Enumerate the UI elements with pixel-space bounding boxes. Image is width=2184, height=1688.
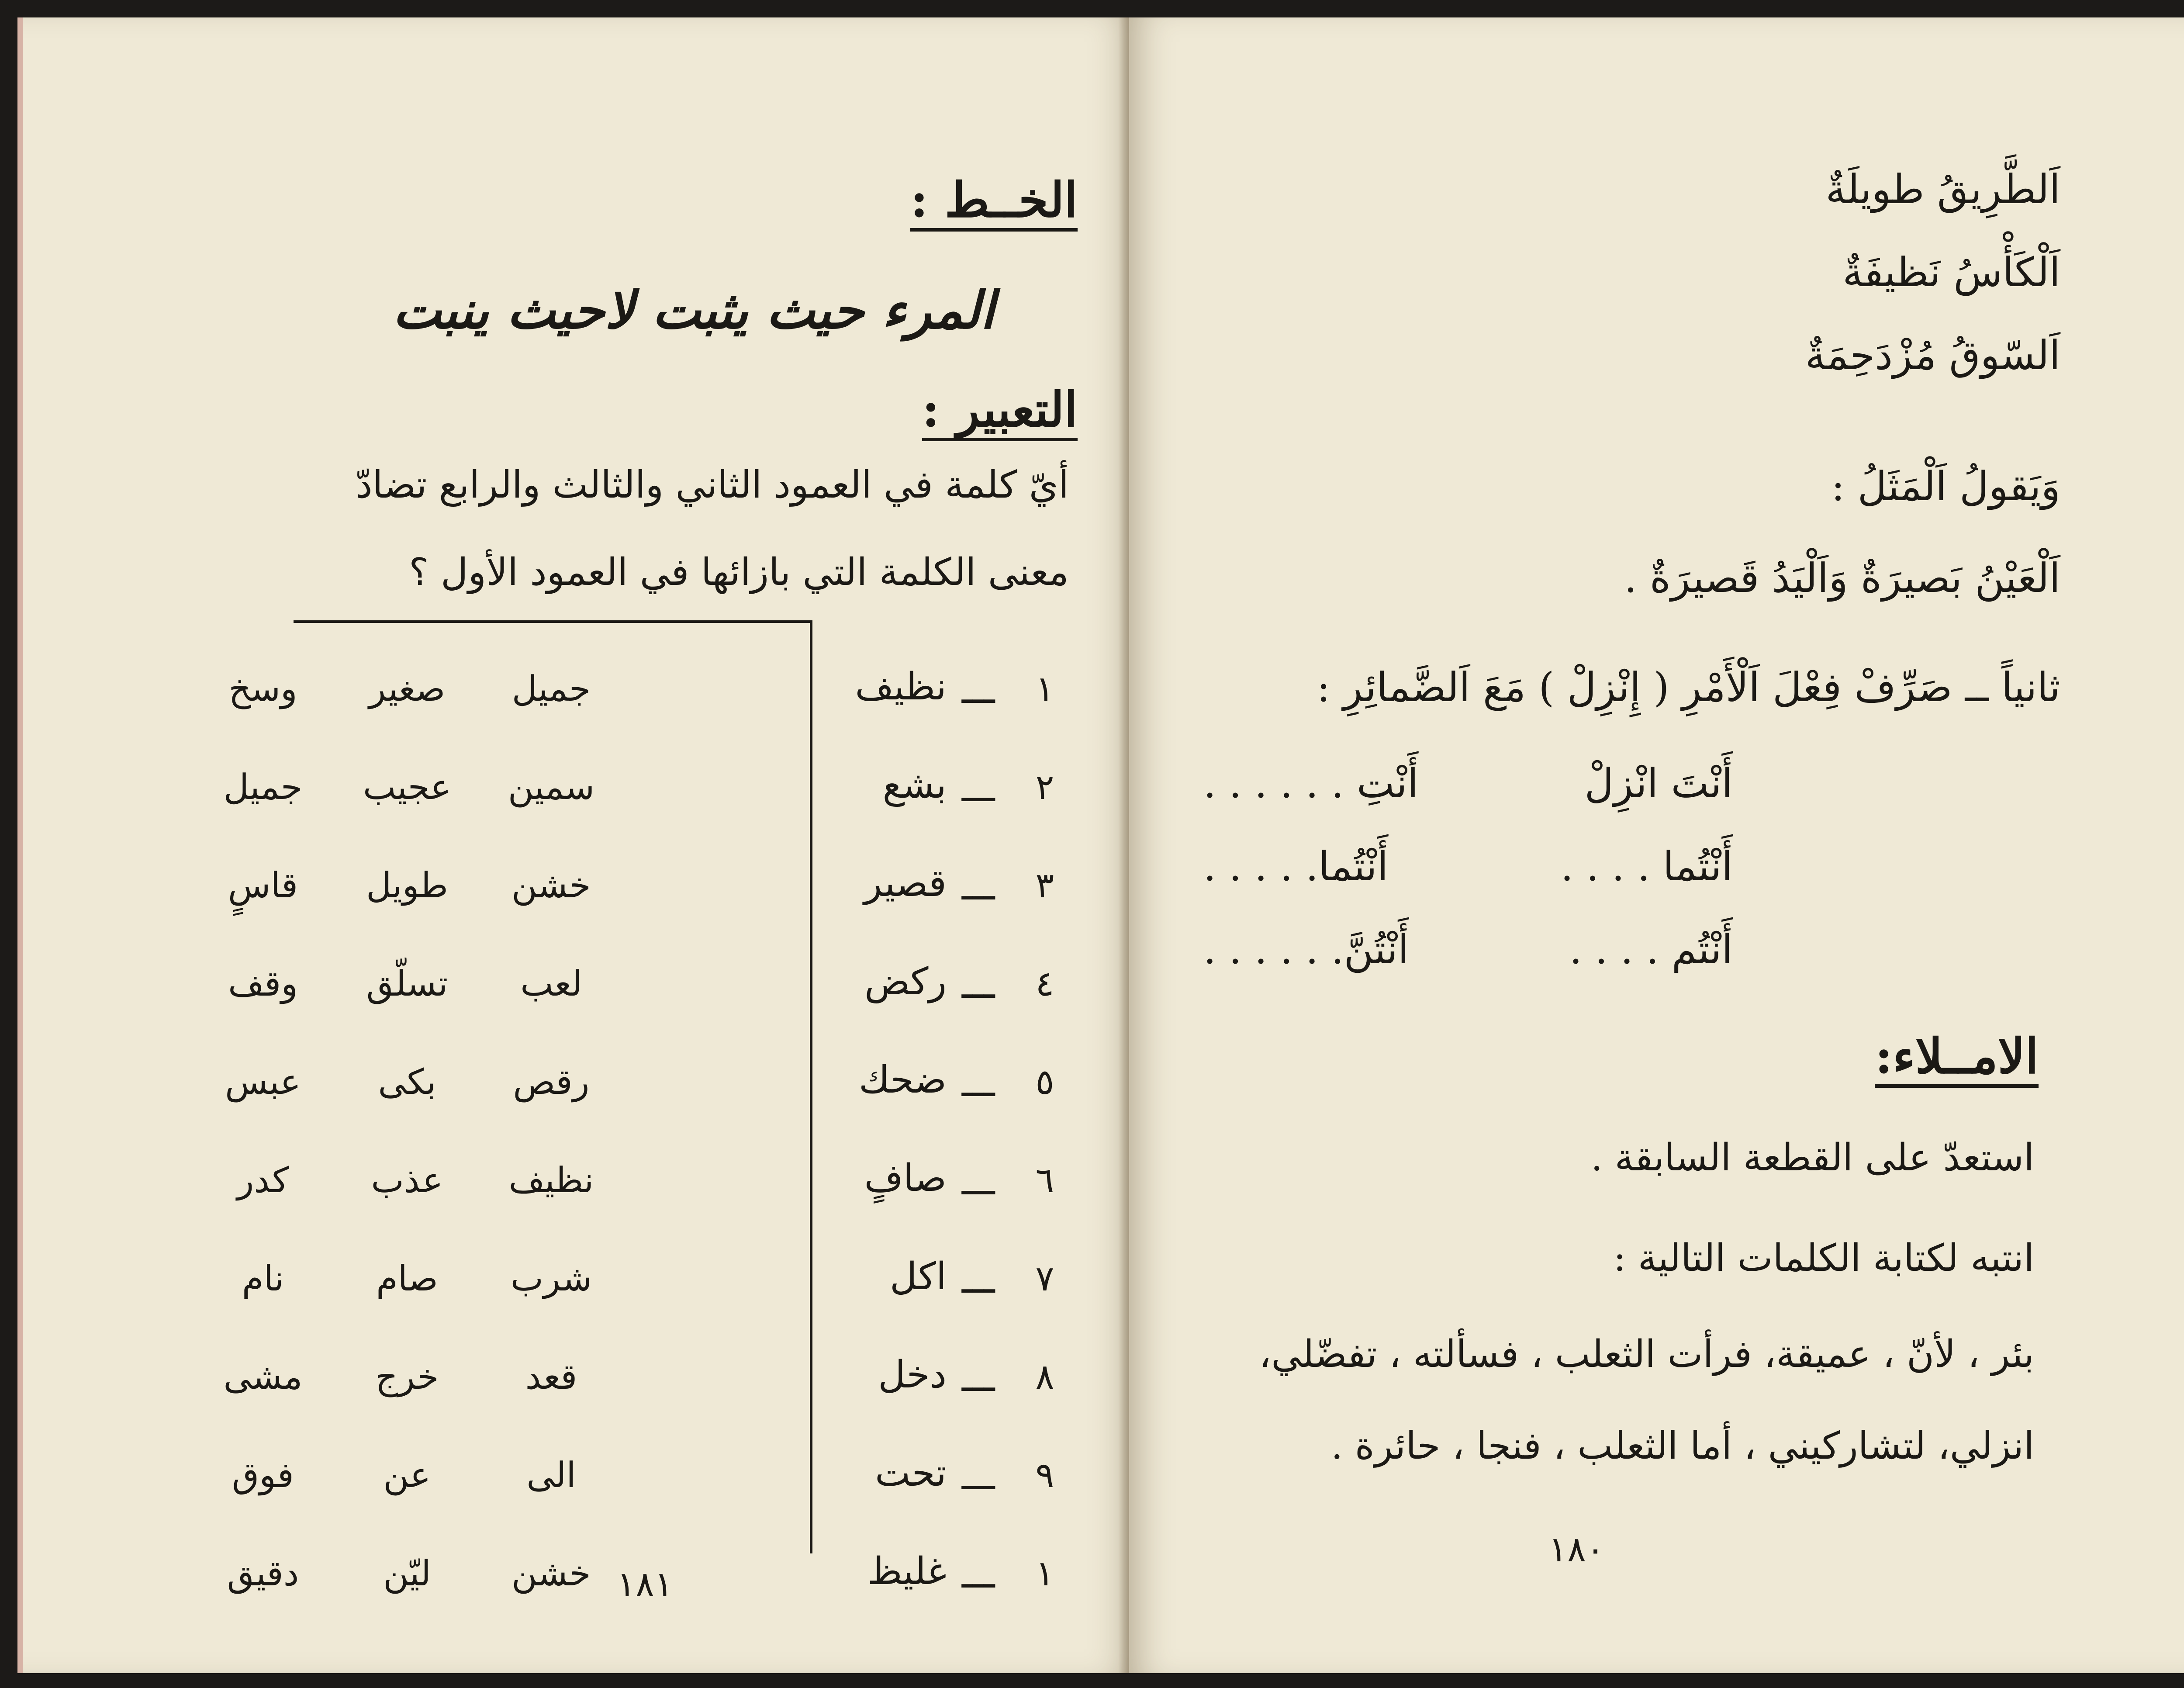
row-option-1: نظيف xyxy=(508,1160,594,1200)
row-option-3: مشى xyxy=(223,1356,303,1397)
row-option-2: ليّن xyxy=(383,1553,431,1594)
row-option-2: عن xyxy=(383,1455,431,1495)
row-option-2: عذب xyxy=(371,1160,443,1200)
row-option-2: عجيب xyxy=(363,767,452,807)
conj-row-3-right: أَنْتُم . . . . xyxy=(1569,926,1733,973)
row-dash: ـــ xyxy=(962,767,995,810)
row-number: ١ xyxy=(1035,668,1054,709)
row-dash: ـــ xyxy=(962,1258,995,1302)
row-dash: ـــ xyxy=(962,1160,995,1204)
conj-row-2-left: أَنْتُما. . . . . xyxy=(1203,843,1389,890)
page-number-left: ١٨١ xyxy=(617,1564,673,1605)
row-option-3: وسخ xyxy=(228,668,297,709)
dictation-heading: الامــلاء: xyxy=(1875,1031,2039,1088)
page-number-right: ١٨٠ xyxy=(1548,1529,1605,1570)
row-number: ٣ xyxy=(1035,865,1054,906)
row-dash: ـــ xyxy=(962,1356,995,1400)
row-option-3: وقف xyxy=(228,963,298,1004)
row-number: ٤ xyxy=(1035,963,1054,1004)
question-line-1: أيّ كلمة في العمود الثاني والثالث والرابع تضادّ xyxy=(356,463,1069,507)
left-page xyxy=(17,17,1134,1673)
row-option-1: خشن xyxy=(511,865,591,906)
row-option-3: نام xyxy=(242,1258,284,1299)
row-option-2: خرج xyxy=(375,1356,439,1397)
proverb-text: اَلْعَيْنُ بَصيرَةٌ وَاَلْيَدُ قَصيرَةٌ . xyxy=(1624,555,2060,602)
row-number: ٨ xyxy=(1035,1356,1054,1397)
row-number: ١ xyxy=(1035,1553,1054,1594)
proverb: المرء حيث يثبت لاحيث ينبت xyxy=(393,280,995,340)
row-option-1: قعد xyxy=(525,1356,577,1397)
row-word: غليظ xyxy=(867,1550,947,1593)
row-word: نظيف xyxy=(855,665,947,709)
row-option-1: رقص xyxy=(513,1062,590,1102)
row-option-2: صام xyxy=(376,1258,438,1299)
row-number: ٢ xyxy=(1035,767,1054,807)
row-option-3: قاسٍ xyxy=(228,865,298,906)
row-dash: ـــ xyxy=(962,865,995,909)
row-option-2: تسلّق xyxy=(366,963,448,1004)
row-option-3: جميل xyxy=(223,767,303,807)
conj-row-2-right: أَنْتُما . . . . xyxy=(1560,843,1733,890)
sentence-1: اَلطَّرِيقُ طويلَةٌ xyxy=(1825,166,2060,213)
row-word: بشع xyxy=(882,763,947,807)
row-word: دخل xyxy=(878,1353,947,1397)
row-option-3: كدر xyxy=(237,1160,289,1200)
question-line-2: معنى الكلمة التي بازائها في العمود الأول ؟ xyxy=(409,550,1069,594)
row-option-2: صغير xyxy=(369,668,446,709)
calligraphy-heading: الخــط : xyxy=(910,175,1078,232)
row-dash: ـــ xyxy=(962,1062,995,1105)
row-option-3: فوق xyxy=(232,1455,294,1495)
dictation-line-1: استعدّ على القطعة السابقة . xyxy=(1591,1136,2034,1180)
row-word: قصير xyxy=(864,861,947,905)
dictation-line-4: انزلي، لتشاركيني ، أما الثعلب ، فنجا ، حائرة . xyxy=(1331,1424,2034,1468)
row-number: ٦ xyxy=(1035,1160,1054,1200)
right-page xyxy=(1129,17,2184,1673)
row-word: اكل xyxy=(890,1255,947,1298)
conj-row-1-left: أَنْتِ . . . . . . xyxy=(1203,760,1419,807)
row-dash: ـــ xyxy=(962,1553,995,1597)
proverb-intro: وَيَقولُ اَلْمَثَلُ : xyxy=(1831,463,2060,510)
conj-row-3-left: أَنْتُنَّ. . . . . . xyxy=(1203,926,1409,973)
row-option-1: لعب xyxy=(520,963,582,1004)
row-option-1: جميل xyxy=(511,668,591,709)
row-option-2: طويل xyxy=(366,865,448,906)
sentence-3: اَلسّوقُ مُزْدَحِمَةٌ xyxy=(1805,332,2060,379)
row-word: ركض xyxy=(864,960,947,1003)
row-word: صافٍ xyxy=(864,1156,947,1200)
row-option-1: الى xyxy=(526,1455,576,1495)
row-number: ٧ xyxy=(1035,1258,1054,1299)
row-dash: ـــ xyxy=(962,668,995,712)
sentence-2: اَلْكَأْسُ نَظيفَةٌ xyxy=(1842,249,2060,296)
row-option-3: دقيق xyxy=(227,1553,299,1594)
row-option-1: شرب xyxy=(510,1258,592,1299)
dictation-line-2: انتبه لكتابة الكلمات التالية : xyxy=(1613,1236,2034,1280)
row-option-2: بكى xyxy=(378,1062,436,1102)
dictation-line-3: بئر ، لأنّ ، عميقة، فرأت الثعلب ، فسألته ، تفضّلي، xyxy=(1259,1332,2034,1376)
row-option-1: خشن xyxy=(511,1553,591,1594)
row-word: تحت xyxy=(875,1451,947,1495)
row-word: ضحك xyxy=(858,1058,947,1102)
row-number: ٩ xyxy=(1035,1455,1054,1495)
conj-row-1-right: أَنْتَ انْزِلْ xyxy=(1584,760,1733,807)
row-option-1: سمين xyxy=(508,767,595,807)
row-dash: ـــ xyxy=(962,1455,995,1498)
expression-heading: التعبير : xyxy=(922,384,1078,441)
row-option-3: عبس xyxy=(225,1062,301,1102)
row-number: ٥ xyxy=(1035,1062,1054,1102)
row-dash: ـــ xyxy=(962,963,995,1007)
exercise-two: ثانياً ــ صَرِّفْ فِعْلَ اَلْأَمْرِ ( إِنْزِلْ ) مَعَ اَلضَّمائِرِ : xyxy=(1317,664,2060,711)
